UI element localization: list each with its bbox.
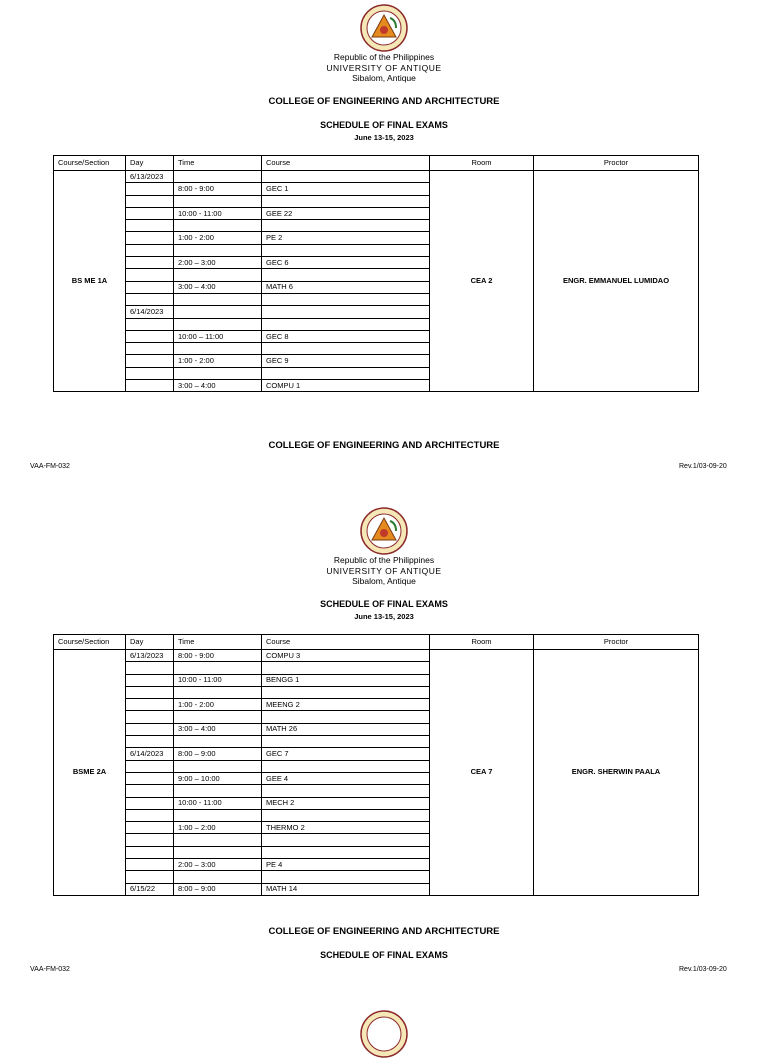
time-cell xyxy=(174,220,262,232)
day-cell xyxy=(126,367,174,379)
time-cell: 2:00 – 3:00 xyxy=(174,859,262,871)
time-cell: 10:00 - 11:00 xyxy=(174,797,262,809)
letterhead-line2: UNIVERSITY OF ANTIQUE xyxy=(326,565,442,576)
table-row xyxy=(54,171,699,183)
table-header-row xyxy=(54,156,699,171)
day-cell xyxy=(126,220,174,232)
day-cell xyxy=(126,380,174,392)
course-cell: COMPU 3 xyxy=(262,650,430,662)
course-cell xyxy=(262,711,430,723)
time-cell xyxy=(174,785,262,797)
day-cell xyxy=(126,244,174,256)
course-cell: MECH 2 xyxy=(262,797,430,809)
time-cell xyxy=(174,171,262,183)
time-cell: 1:00 - 2:00 xyxy=(174,355,262,367)
table-header-row xyxy=(54,635,699,650)
university-seal-icon xyxy=(360,1010,408,1058)
time-cell: 3:00 – 4:00 xyxy=(174,281,262,293)
column-header: Proctor xyxy=(534,635,699,650)
day-cell xyxy=(126,183,174,195)
course-cell xyxy=(262,367,430,379)
day-cell xyxy=(126,822,174,834)
college-title: COLLEGE OF ENGINEERING AND ARCHITECTURE xyxy=(268,96,500,107)
time-cell: 2:00 – 3:00 xyxy=(174,257,262,269)
course-cell xyxy=(262,293,430,305)
time-cell: 1:00 – 2:00 xyxy=(174,822,262,834)
course-cell xyxy=(262,736,430,748)
time-cell xyxy=(174,269,262,281)
column-header: Time xyxy=(174,156,262,171)
day-cell xyxy=(126,785,174,797)
letterhead xyxy=(0,52,768,84)
proctor-cell: ENGR. SHERWIN PAALA xyxy=(534,650,699,896)
schedule-table xyxy=(53,634,699,896)
time-cell: 10:00 - 11:00 xyxy=(174,674,262,686)
letterhead-line3: Sibalom, Antique xyxy=(352,576,416,586)
exam-dates: June 13-15, 2023 xyxy=(354,612,414,621)
time-cell xyxy=(174,343,262,355)
column-header: Day xyxy=(126,635,174,650)
day-cell xyxy=(126,662,174,674)
revision-code: Rev.1/03-09-20 xyxy=(679,463,727,470)
exam-title-repeat: SCHEDULE OF FINAL EXAMS xyxy=(320,950,448,960)
time-cell xyxy=(174,293,262,305)
column-header: Course/Section xyxy=(54,635,126,650)
day-cell xyxy=(126,330,174,342)
column-header: Day xyxy=(126,156,174,171)
course-section-cell: BS ME 1A xyxy=(54,171,126,392)
course-cell: COMPU 1 xyxy=(262,380,430,392)
column-header: Time xyxy=(174,635,262,650)
day-cell xyxy=(126,760,174,772)
time-cell xyxy=(174,834,262,846)
course-cell: MATH 14 xyxy=(262,883,430,895)
day-cell xyxy=(126,871,174,883)
form-code: VAA-FM-032 xyxy=(30,463,70,470)
time-cell xyxy=(174,871,262,883)
time-cell: 8:00 - 9:00 xyxy=(174,650,262,662)
column-header: Room xyxy=(430,635,534,650)
course-cell: GEC 1 xyxy=(262,183,430,195)
day-cell xyxy=(126,736,174,748)
day-cell xyxy=(126,674,174,686)
day-cell xyxy=(126,834,174,846)
schedule-table xyxy=(53,155,699,392)
day-cell xyxy=(126,281,174,293)
course-cell: MATH 6 xyxy=(262,281,430,293)
time-cell: 10:00 - 11:00 xyxy=(174,207,262,219)
course-cell xyxy=(262,343,430,355)
time-cell xyxy=(174,760,262,772)
day-cell xyxy=(126,686,174,698)
table-row xyxy=(54,650,699,662)
time-cell xyxy=(174,195,262,207)
course-cell: GEE 4 xyxy=(262,772,430,784)
university-seal-icon xyxy=(360,4,408,52)
time-cell: 8:00 - 9:00 xyxy=(174,183,262,195)
course-cell xyxy=(262,846,430,858)
exam-dates: June 13-15, 2023 xyxy=(354,133,414,142)
column-header: Course/Section xyxy=(54,156,126,171)
day-cell xyxy=(126,195,174,207)
room-cell: CEA 7 xyxy=(430,650,534,896)
time-cell: 3:00 – 4:00 xyxy=(174,723,262,735)
time-cell: 9:00 – 10:00 xyxy=(174,772,262,784)
course-cell: PE 4 xyxy=(262,859,430,871)
course-cell: GEE 22 xyxy=(262,207,430,219)
day-cell xyxy=(126,318,174,330)
time-cell: 3:00 – 4:00 xyxy=(174,380,262,392)
room-cell: CEA 2 xyxy=(430,171,534,392)
course-cell xyxy=(262,834,430,846)
course-cell xyxy=(262,662,430,674)
time-cell xyxy=(174,686,262,698)
course-cell xyxy=(262,686,430,698)
course-cell xyxy=(262,318,430,330)
column-header: Room xyxy=(430,156,534,171)
university-seal-icon xyxy=(360,507,408,555)
course-cell xyxy=(262,269,430,281)
time-cell: 1:00 - 2:00 xyxy=(174,232,262,244)
day-cell xyxy=(126,772,174,784)
day-cell xyxy=(126,257,174,269)
time-cell xyxy=(174,662,262,674)
day-cell xyxy=(126,343,174,355)
day-cell xyxy=(126,269,174,281)
day-cell xyxy=(126,699,174,711)
day-cell xyxy=(126,355,174,367)
course-cell: GEC 8 xyxy=(262,330,430,342)
course-cell: THERMO 2 xyxy=(262,822,430,834)
letterhead-line1: Republic of the Philippines xyxy=(333,52,435,62)
form-code: VAA-FM-032 xyxy=(30,966,70,973)
letterhead-line3: Sibalom, Antique xyxy=(352,73,416,83)
day-cell xyxy=(126,809,174,821)
time-cell xyxy=(174,846,262,858)
time-cell xyxy=(174,244,262,256)
time-cell xyxy=(174,809,262,821)
day-cell: 6/13/2023 xyxy=(126,650,174,662)
time-cell xyxy=(174,367,262,379)
college-title-repeat: COLLEGE OF ENGINEERING AND ARCHITECTURE xyxy=(268,926,500,937)
exam-title: SCHEDULE OF FINAL EXAMS xyxy=(320,599,448,609)
course-cell xyxy=(262,785,430,797)
course-cell xyxy=(262,760,430,772)
exam-title: SCHEDULE OF FINAL EXAMS xyxy=(320,120,448,130)
course-cell: GEC 6 xyxy=(262,257,430,269)
course-cell xyxy=(262,306,430,318)
course-cell: PE 2 xyxy=(262,232,430,244)
course-cell xyxy=(262,871,430,883)
course-cell xyxy=(262,809,430,821)
letterhead xyxy=(0,555,768,587)
revision-code: Rev.1/03-09-20 xyxy=(679,966,727,973)
day-cell xyxy=(126,232,174,244)
course-cell: MEENG 2 xyxy=(262,699,430,711)
day-cell: 6/14/2023 xyxy=(126,306,174,318)
time-cell: 1:00 - 2:00 xyxy=(174,699,262,711)
day-cell xyxy=(126,293,174,305)
letterhead-line2: UNIVERSITY OF ANTIQUE xyxy=(326,62,442,73)
day-cell xyxy=(126,207,174,219)
time-cell: 8:00 – 9:00 xyxy=(174,748,262,760)
column-header: Course xyxy=(262,156,430,171)
time-cell xyxy=(174,711,262,723)
day-cell: 6/13/2023 xyxy=(126,171,174,183)
proctor-cell: ENGR. EMMANUEL LUMIDAO xyxy=(534,171,699,392)
time-cell xyxy=(174,736,262,748)
day-cell xyxy=(126,723,174,735)
day-cell xyxy=(126,797,174,809)
day-cell: 6/15/22 xyxy=(126,883,174,895)
course-section-cell: BSME 2A xyxy=(54,650,126,896)
day-cell xyxy=(126,846,174,858)
column-header: Proctor xyxy=(534,156,699,171)
column-header: Course xyxy=(262,635,430,650)
course-cell xyxy=(262,220,430,232)
course-cell: GEC 9 xyxy=(262,355,430,367)
time-cell xyxy=(174,306,262,318)
time-cell xyxy=(174,318,262,330)
day-cell xyxy=(126,711,174,723)
time-cell: 10:00 – 11:00 xyxy=(174,330,262,342)
day-cell: 6/14/2023 xyxy=(126,748,174,760)
course-cell xyxy=(262,171,430,183)
time-cell: 8:00 – 9:00 xyxy=(174,883,262,895)
course-cell: GEC 7 xyxy=(262,748,430,760)
course-cell: BENGG 1 xyxy=(262,674,430,686)
letterhead-line1: Republic of the Philippines xyxy=(333,555,435,565)
college-title-repeat: COLLEGE OF ENGINEERING AND ARCHITECTURE xyxy=(268,440,500,451)
course-cell xyxy=(262,195,430,207)
course-cell: MATH 26 xyxy=(262,723,430,735)
course-cell xyxy=(262,244,430,256)
day-cell xyxy=(126,859,174,871)
